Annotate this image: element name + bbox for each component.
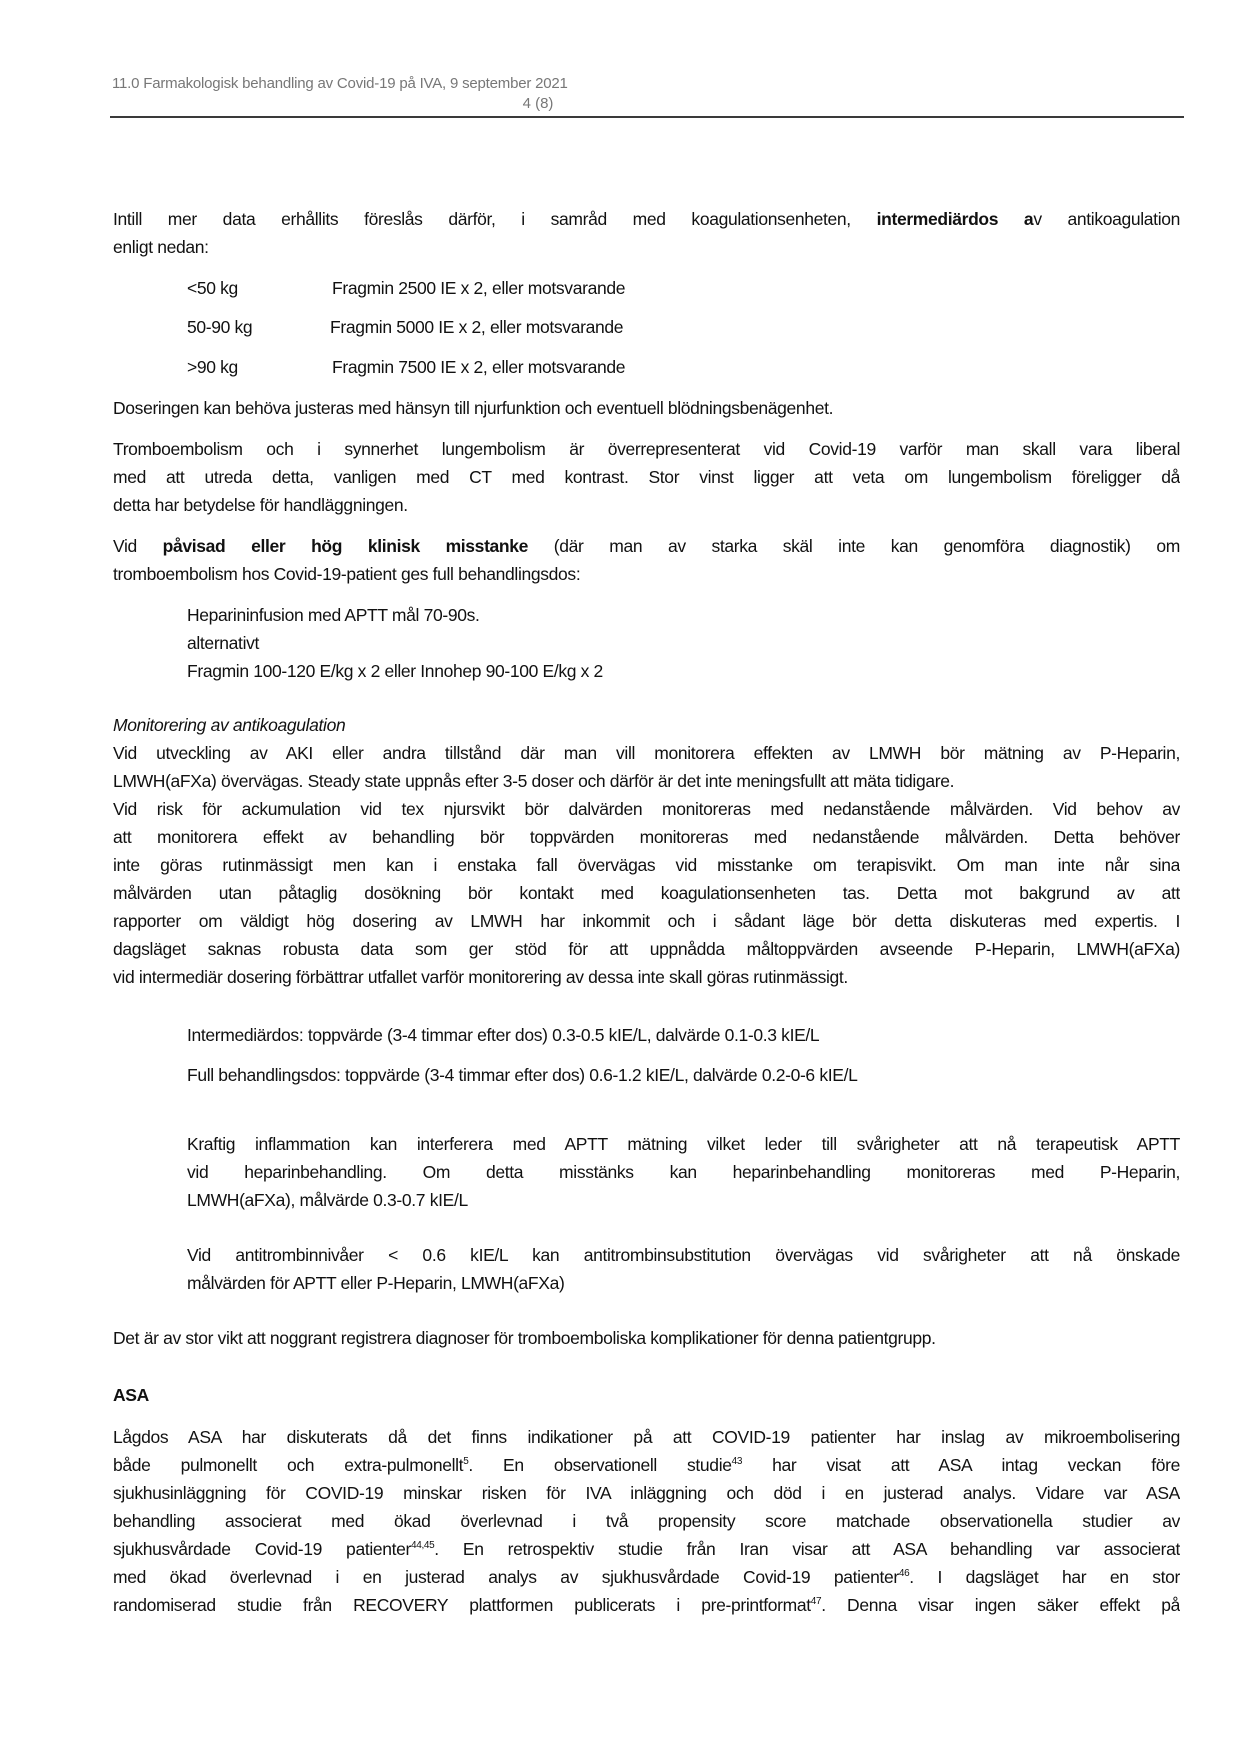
asa-text: har visat att ASA intag veckan före (742, 1455, 1180, 1475)
dosing-dose: Fragmin 7500 IE x 2, eller motsvarande (332, 357, 626, 377)
full-dose-item: alternativt (187, 633, 260, 653)
citation-ref: 47 (810, 1596, 822, 1607)
inflammation-line: LMWH(aFXa), målvärde 0.3-0.7 kIE/L (187, 1190, 468, 1210)
dosering-paragraph: Doseringen kan behöva justeras med hänsyn till njurfunktion och eventuell blödningsbenägenhet. (113, 398, 834, 418)
asa-line (113, 1563, 1180, 1591)
vid-line-1 (113, 532, 1180, 560)
vid-bold-term: påvisad eller hög klinisk misstanke (162, 536, 529, 556)
monitor-line: rapporter om väldigt hög dosering av LMWH har inkommit och i sådant läge bör detta diskuteras med expertis. I (113, 911, 1180, 931)
asa-line: Lågdos ASA har diskuterats då det finns indikationer på att COVID-19 patienter har inslag av mikroembolisering (113, 1427, 1180, 1447)
asa-text: . Denna visar ingen säker effekt på (821, 1595, 1180, 1615)
dosing-dose: Fragmin 5000 IE x 2, eller motsvarande (330, 317, 624, 337)
monitor-line: vid intermediär dosering förbättrar utfallet varför monitorering av dessa inte skall göras rutinmässigt. (113, 967, 848, 987)
asa-text: både pulmonellt och extra-pulmonellt (113, 1455, 464, 1475)
asa-line (113, 1591, 1180, 1619)
register-paragraph: Det är av stor vikt att noggrant registrera diagnoser för tromboemboliska komplikationer för denna patientgrupp. (113, 1328, 936, 1348)
monitor-line: LMWH(aFXa) övervägas. Steady state uppnås efter 3-5 doser och därför är det inte meningsfullt att mäta tidigare. (113, 771, 955, 791)
trombo-line: Tromboembolism och i synnerhet lungembolism är överrepresenterat vid Covid-19 varför man skall vara liberal (113, 439, 1180, 459)
trombo-line: med att utreda detta, vanligen med CT med kontrast. Stor vinst ligger att veta om lungembolism föreligger då (113, 467, 1180, 487)
section-heading-monitorering: Monitorering av antikoagulation (113, 715, 346, 735)
asa-text: . I dagsläget har en stor (909, 1567, 1180, 1587)
asa-line (113, 1535, 1180, 1563)
document-header-title: 11.0 Farmakologisk behandling av Covid-19 på IVA, 9 september 2021 (112, 75, 568, 92)
monitor-line: Vid utveckling av AKI eller andra tillstånd där man vill monitorera effekten av LMWH bör mätning av P-Heparin, (113, 743, 1180, 763)
target-intermediate: Intermediärdos: toppvärde (3-4 timmar efter dos) 0.3-0.5 kIE/L, dalvärde 0.1-0.3 kIE/L (187, 1025, 820, 1045)
intro-line-1 (113, 205, 1180, 233)
dosing-weight: <50 kg (187, 278, 238, 298)
asa-text: med ökad överlevnad i en justerad analys av sjukhusvårdade Covid-19 patienter (113, 1567, 899, 1587)
dosing-dose: Fragmin 2500 IE x 2, eller motsvarande (332, 278, 626, 298)
asa-text: . En observationell studie (468, 1455, 732, 1475)
asa-line: sjukhusinläggning för COVID-19 minskar risken för IVA inläggning och död i en justerad analys. Vidare var ASA (113, 1483, 1180, 1503)
asa-text: randomiserad studie från RECOVERY plattformen publicerats i pre-printformat (113, 1595, 811, 1615)
full-dose-item: Fragmin 100-120 E/kg x 2 eller Innohep 90-100 E/kg x 2 (187, 661, 603, 681)
dosing-weight: 50-90 kg (187, 317, 253, 337)
asa-text: sjukhusvårdade Covid-19 patienter (113, 1539, 412, 1559)
citation-ref: 44,45 (411, 1540, 435, 1551)
target-full: Full behandlingsdos: toppvärde (3-4 timmar efter dos) 0.6-1.2 kIE/L, dalvärde 0.2-0-6 kIE/L (187, 1065, 858, 1085)
vid-line-2: tromboembolism hos Covid-19-patient ges full behandlingsdos: (113, 564, 581, 584)
inflammation-line: Kraftig inflammation kan interferera med APTT mätning vilket leder till svårigheter att nå terapeutisk APTT (187, 1134, 1180, 1154)
vid-text-end: (där man av starka skäl inte kan genomföra diagnostik) om (528, 536, 1180, 556)
dosing-weight: >90 kg (187, 357, 238, 377)
monitor-line: Vid risk för ackumulation vid tex njursvikt bör dalvärden monitoreras med nedanstående målvärden. Vid behov av (113, 799, 1180, 819)
dosing-row (187, 274, 1180, 302)
dosing-row (187, 353, 1180, 381)
header-divider (110, 116, 1184, 118)
asa-text: . En retrospektiv studie från Iran visar att ASA behandling var associerat (434, 1539, 1180, 1559)
monitor-line: inte göras rutinmässigt men kan i enstaka fall övervägas vid misstanke om terapisvikt. Om man inte når sina (113, 855, 1180, 875)
citation-ref: 43 (731, 1456, 743, 1467)
vid-text: Vid (113, 536, 163, 556)
intro-line-2: enligt nedan: (113, 237, 209, 257)
monitor-line: dagsläget saknas robusta data som ger stöd för att uppnådda måltoppvärden avseende P-Heparin, LMWH(aFXa) (113, 939, 1180, 959)
full-dose-item: Heparininfusion med APTT mål 70-90s. (187, 605, 480, 625)
intro-bold-term: intermediärdos a (876, 209, 1034, 229)
citation-ref: 5 (463, 1456, 469, 1467)
intro-text-end: v antikoagulation (1033, 209, 1180, 229)
monitor-line: målvärden utan påtaglig dosökning bör kontakt med koagulationsenheten tas. Detta mot bakgrund av att (113, 883, 1180, 903)
asa-line (113, 1451, 1180, 1479)
intro-text: Intill mer data erhållits föreslås därför, i samråd med koagulationsenheten, (113, 209, 877, 229)
monitor-line: att monitorera effekt av behandling bör toppvärden monitoreras med nedanstående målvärden. Detta behöver (113, 827, 1180, 847)
asa-line: behandling associerat med ökad överlevnad i två propensity score matchade observationella studier av (113, 1511, 1180, 1531)
antitrombin-line: målvärden för APTT eller P-Heparin, LMWH(aFXa) (187, 1273, 565, 1293)
dosing-row (187, 313, 1180, 341)
trombo-line: detta har betydelse för handläggningen. (113, 495, 408, 515)
page-number: 4 (8) (522, 95, 554, 112)
inflammation-line: vid heparinbehandling. Om detta misstänks kan heparinbehandling monitoreras med P-Heparin, (187, 1162, 1180, 1182)
antitrombin-line: Vid antitrombinnivåer < 0.6 kIE/L kan antitrombinsubstitution övervägas vid svårigheter att nå önskade (187, 1245, 1180, 1265)
citation-ref: 46 (898, 1568, 910, 1579)
section-heading-asa: ASA (113, 1385, 149, 1405)
